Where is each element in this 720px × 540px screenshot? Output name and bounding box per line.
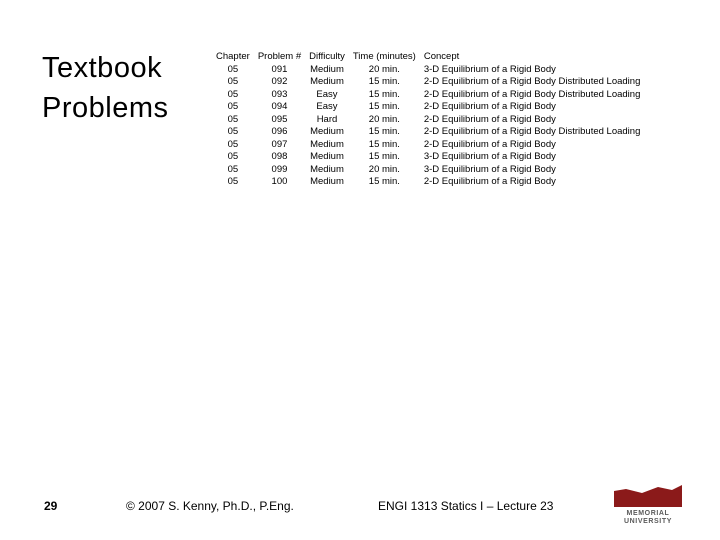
- cell-difficulty: Medium: [310, 151, 344, 162]
- header-chapter: Chapter: [216, 51, 250, 62]
- cell-problem: 094: [271, 101, 288, 112]
- cell-time: 15 min.: [368, 126, 400, 137]
- cell-concept: 3-D Equilibrium of a Rigid Body: [423, 63, 556, 75]
- cell-concept: 3-D Equilibrium of a Rigid Body: [423, 151, 556, 162]
- cell-difficulty: Medium: [310, 76, 344, 87]
- header-time: Time (minutes): [352, 51, 416, 62]
- header-difficulty: Difficulty: [309, 51, 345, 62]
- cell-concept: 2-D Equilibrium of a Rigid Body Distributed Loading: [423, 126, 641, 137]
- cell-problem: 091: [271, 63, 288, 75]
- cell-time: 15 min.: [368, 176, 400, 187]
- page-number: 29: [44, 499, 58, 513]
- cell-chapter: 05: [227, 101, 239, 112]
- cell-problem: 095: [271, 113, 288, 125]
- cell-chapter: 05: [227, 63, 239, 75]
- table-row: [212, 101, 644, 114]
- copyright-text: © 2007 S. Kenny, Ph.D., P.Eng.: [126, 499, 294, 513]
- cell-chapter: 05: [227, 126, 239, 137]
- cell-difficulty: Medium: [310, 63, 344, 75]
- table-row: [212, 139, 644, 152]
- header-problem: Problem #: [257, 51, 302, 62]
- cell-time: 15 min.: [368, 76, 400, 87]
- cell-difficulty: Easy: [316, 88, 338, 100]
- cell-concept: 2-D Equilibrium of a Rigid Body: [423, 138, 556, 150]
- cell-chapter: 05: [227, 76, 239, 87]
- cell-problem: 097: [271, 138, 288, 150]
- table-row: [212, 164, 644, 177]
- cell-difficulty: Medium: [310, 126, 344, 137]
- problems-table: [212, 51, 644, 189]
- cell-time: 20 min.: [368, 63, 400, 75]
- slide-title-line2: Problems: [42, 92, 169, 124]
- cell-concept: 2-D Equilibrium of a Rigid Body: [423, 113, 556, 125]
- cell-concept: 2-D Equilibrium of a Rigid Body Distributed Loading: [423, 76, 641, 87]
- table-row: [212, 126, 644, 139]
- cell-difficulty: Medium: [310, 138, 344, 150]
- cell-chapter: 05: [227, 88, 239, 100]
- cell-difficulty: Medium: [310, 176, 344, 187]
- cell-concept: 3-D Equilibrium of a Rigid Body: [423, 163, 556, 175]
- table-row: [212, 176, 644, 189]
- cell-chapter: 05: [227, 163, 239, 175]
- cell-time: 15 min.: [368, 138, 400, 150]
- table-row: [212, 89, 644, 102]
- cell-chapter: 05: [227, 113, 239, 125]
- cell-chapter: 05: [227, 176, 239, 187]
- logo-line2: UNIVERSITY: [623, 518, 672, 525]
- cell-time: 15 min.: [368, 101, 400, 112]
- cell-concept: 2-D Equilibrium of a Rigid Body: [423, 176, 556, 187]
- cell-problem: 099: [271, 163, 288, 175]
- table-header-row: [212, 51, 644, 64]
- cell-chapter: 05: [227, 151, 239, 162]
- logo-caption: [612, 510, 684, 526]
- cell-problem: 092: [271, 76, 288, 87]
- cell-problem: 098: [271, 151, 288, 162]
- table-row: [212, 76, 644, 89]
- table-row: [212, 151, 644, 164]
- logo-line1: MEMORIAL: [626, 510, 670, 517]
- cell-time: 20 min.: [368, 113, 400, 125]
- logo-banner-shape: [614, 485, 682, 507]
- cell-difficulty: Hard: [316, 113, 338, 125]
- table-body: [212, 64, 644, 189]
- cell-concept: 2-D Equilibrium of a Rigid Body: [423, 101, 556, 112]
- cell-problem: 093: [271, 88, 288, 100]
- cell-chapter: 05: [227, 138, 239, 150]
- header-concept: Concept: [423, 51, 460, 62]
- cell-time: 15 min.: [368, 151, 400, 162]
- course-title: ENGI 1313 Statics I – Lecture 23: [378, 499, 554, 513]
- cell-time: 20 min.: [368, 163, 400, 175]
- slide-title-line1: Textbook: [42, 52, 163, 84]
- cell-difficulty: Easy: [316, 101, 338, 112]
- cell-problem: 096: [271, 126, 288, 137]
- table-row: [212, 64, 644, 77]
- cell-concept: 2-D Equilibrium of a Rigid Body Distributed Loading: [423, 88, 641, 100]
- cell-difficulty: Medium: [310, 163, 344, 175]
- slide-title: [42, 48, 169, 128]
- table-row: [212, 114, 644, 127]
- cell-problem: 100: [271, 176, 288, 187]
- cell-time: 15 min.: [368, 88, 400, 100]
